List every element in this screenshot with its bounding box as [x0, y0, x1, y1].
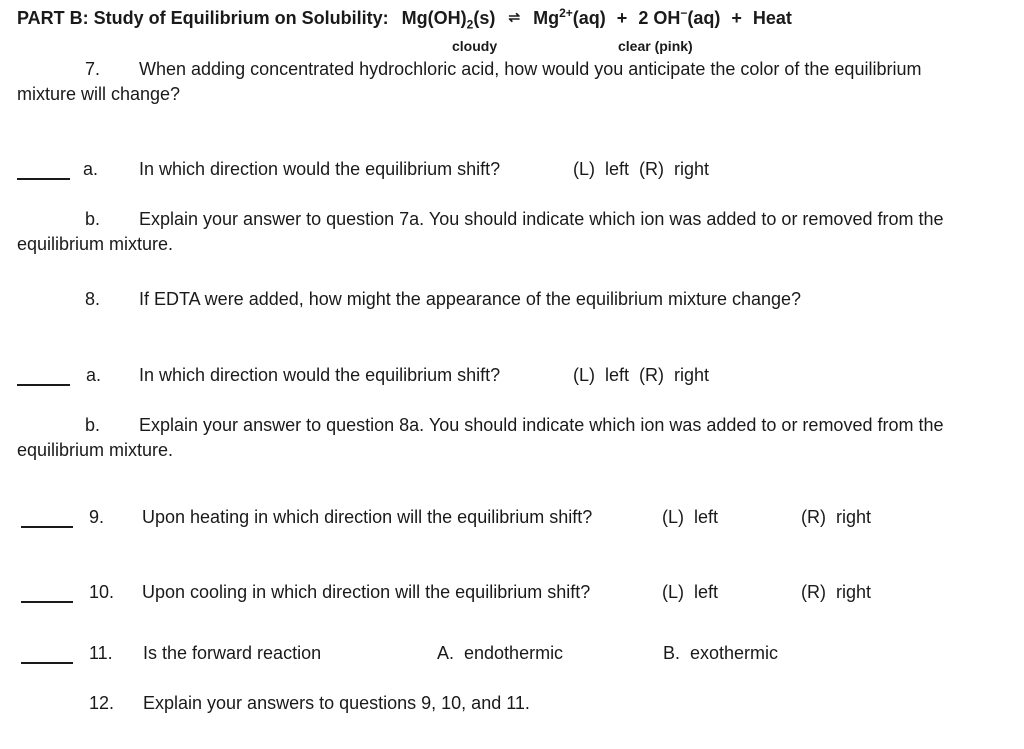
answer-blank-8a[interactable] — [17, 384, 70, 386]
answer-blank-11[interactable] — [21, 662, 73, 664]
question-8-text: If EDTA were added, how might the appearance of the equilibrium mixture change? — [139, 289, 802, 309]
heat-term: Heat — [752, 8, 792, 28]
question-11-number: 11. — [89, 643, 113, 663]
question-12-text: Explain your answers to questions 9, 10, and 11. — [143, 693, 530, 713]
question-7a-options: (L) left (R) right — [573, 159, 710, 179]
product-mg-state: (aq) — [572, 8, 606, 28]
question-8a-options: (L) left (R) right — [573, 365, 710, 385]
label-clear-pink: clear (pink) — [618, 38, 693, 54]
question-10-number: 10. — [89, 582, 115, 602]
question-8b-text-line1: Explain your answer to question 8a. You should indicate which ion was added to or removed from the — [139, 415, 944, 435]
question-8b-text-line2: equilibrium mixture. — [17, 440, 174, 460]
part-title: PART B: Study of Equilibrium on Solubility: — [17, 8, 389, 28]
question-9-number: 9. — [89, 507, 105, 527]
question-7b-letter: b. — [85, 209, 101, 229]
question-8-number: 8. — [85, 289, 101, 309]
question-11-option-a: A. endothermic — [437, 643, 564, 663]
reactant: Mg(OH) — [401, 8, 467, 28]
product-mg-charge: 2+ — [559, 6, 573, 20]
question-8b-letter: b. — [85, 415, 101, 435]
question-7 — [17, 57, 1017, 107]
question-7a-letter: a. — [83, 159, 99, 179]
question-11-text: Is the forward reaction — [143, 643, 322, 663]
question-7b — [17, 207, 1017, 257]
question-11-option-b: B. exothermic — [663, 643, 779, 663]
question-9-option-left: (L) left — [662, 507, 719, 527]
equilibrium-arrow-icon: ⇌ — [508, 9, 521, 25]
answer-blank-9[interactable] — [21, 526, 73, 528]
question-8b — [17, 413, 1017, 463]
question-7-text-line2: mixture will change? — [17, 84, 181, 104]
label-cloudy: cloudy — [452, 38, 498, 54]
question-9-text: Upon heating in which direction will the equilibrium shift? — [142, 507, 593, 527]
question-7-text-line1: When adding concentrated hydrochloric acid, how would you anticipate the color of the equilibrium — [139, 59, 922, 79]
reactant-state: (s) — [473, 8, 496, 28]
product-oh-state: (aq) — [687, 8, 721, 28]
worksheet-header — [17, 6, 792, 32]
question-8a-text: In which direction would the equilibrium shift? — [139, 365, 501, 385]
question-7a-text: In which direction would the equilibrium shift? — [139, 159, 501, 179]
product-oh: 2 OH — [638, 8, 681, 28]
question-8a-letter: a. — [86, 365, 102, 385]
question-12-number: 12. — [89, 693, 115, 713]
product-mg: Mg — [533, 8, 560, 28]
question-7-number: 7. — [85, 59, 101, 79]
equation — [401, 6, 792, 32]
reactant-subscript: 2 — [466, 17, 474, 32]
question-10-option-right: (R) right — [801, 582, 872, 602]
plus-sign-2: + — [731, 8, 742, 28]
question-10-option-left: (L) left — [662, 582, 719, 602]
product-oh-charge: − — [680, 6, 688, 20]
question-7b-text-line2: equilibrium mixture. — [17, 234, 174, 254]
answer-blank-10[interactable] — [21, 601, 73, 603]
question-7b-text-line1: Explain your answer to question 7a. You should indicate which ion was added to or removed from the — [139, 209, 944, 229]
question-9-option-right: (R) right — [801, 507, 872, 527]
plus-sign: + — [616, 8, 628, 28]
question-10-text: Upon cooling in which direction will the equilibrium shift? — [142, 582, 591, 602]
answer-blank-7a[interactable] — [17, 178, 70, 180]
